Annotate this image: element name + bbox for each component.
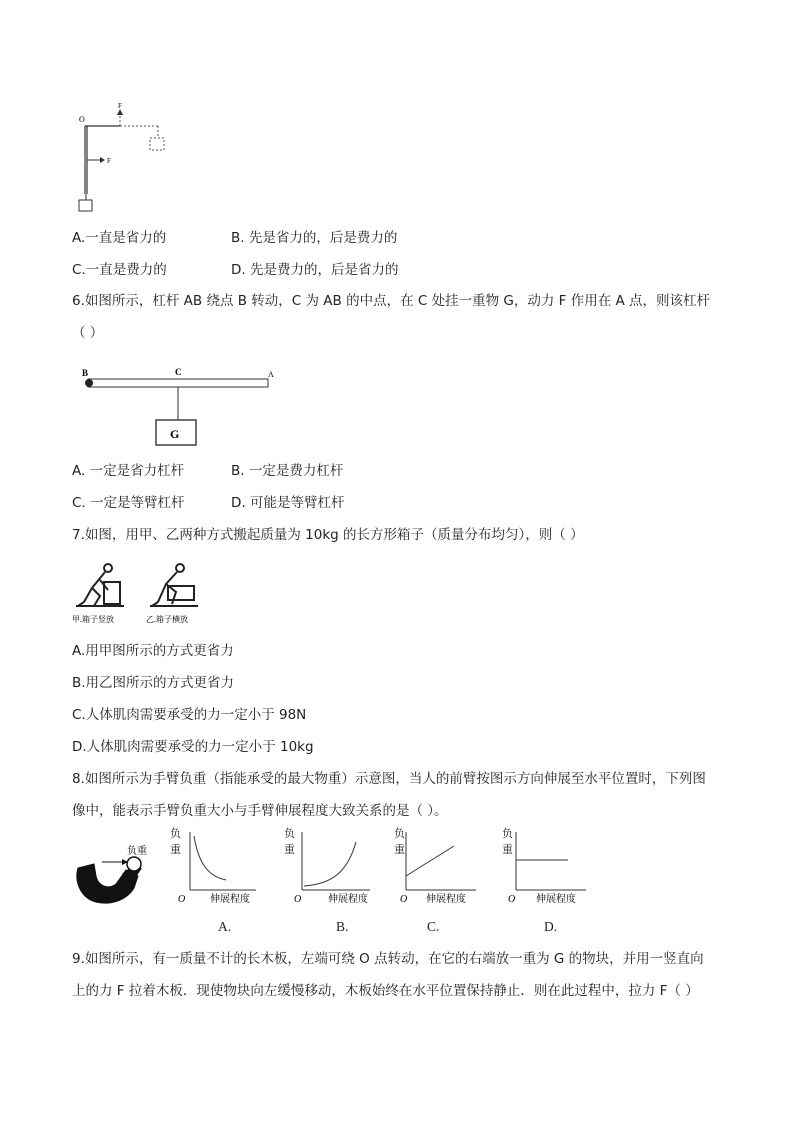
q5-lever-figure — [70, 100, 180, 215]
q8-option-d: D. — [544, 919, 558, 934]
q8-graph-c-origin: O — [400, 894, 408, 905]
q8-graph-a-ylabel2: 重 — [170, 843, 181, 856]
q8-graph-b-xlabel: 伸展程度 — [328, 894, 368, 905]
q8-graph-d — [502, 827, 606, 908]
q7-option-d: D.人体肌肉需要承受的力一定小于 10kg — [72, 739, 314, 755]
q6-label-b: B — [82, 368, 89, 378]
q8-arm-figure — [72, 840, 172, 910]
q6-stem-line1: 6.如图所示，杠杆 AB 绕点 B 转动，C 为 AB 的中点，在 C 处挂一重物 G，动力 F 作用在 A 点，则该杠杆 — [72, 293, 711, 309]
q7-caption-yi: 乙.箱子横放 — [146, 615, 188, 624]
q5-option-b: B. 先是省力的，后是费力的 — [231, 230, 398, 246]
q8-stem-line1: 8.如图所示为手臂负重（指能承受的最大物重）示意图，当人的前臂按图示方向伸展至水平位置时，下列图 — [72, 771, 706, 787]
q5-option-c: C.一直是费力的 — [72, 262, 167, 278]
q8-option-c: C. — [427, 919, 440, 934]
q6-option-b: B. 一定是费力杠杆 — [231, 463, 344, 479]
q8-arm-label: 负重 — [127, 846, 147, 857]
q8-graph-a-origin: O — [178, 894, 186, 905]
q7-person-yi — [150, 564, 198, 606]
q8-graph-a-ylabel1: 负 — [170, 827, 181, 840]
q9-stem-line1: 9.如图所示，有一质量不计的长木板，左端可绕 O 点转动，在它的右端放一重为 G 的物块，并用一竖直向 — [72, 951, 704, 967]
q8-graph-b-origin: O — [294, 894, 302, 905]
q8-option-a: A. — [218, 919, 232, 934]
q8-graph-a — [170, 827, 276, 908]
q5-option-d: D. 先是费力的，后是省力的 — [231, 262, 399, 278]
q9-stem-line2: 上的力 F 拉着木板．现使物块向左缓慢移动，木板始终在水平位置保持静止．则在此过程中，拉力 F（ ） — [72, 983, 699, 999]
q8-graph-b-ylabel2: 重 — [284, 843, 295, 856]
q8-graph-d-xlabel: 伸展程度 — [536, 894, 576, 905]
q8-graph-b-ylabel1: 负 — [284, 827, 295, 840]
q6-stem-line2: （ ） — [72, 325, 104, 341]
q6-lever-figure — [78, 364, 278, 450]
q7-stem: 7.如图，用甲、乙两种方式搬起质量为 10kg 的长方形箱子（质量分布均匀），则（ ） — [72, 527, 584, 543]
q8-graph-d-ylabel2: 重 — [502, 843, 513, 856]
q7-lifting-figure — [72, 562, 222, 626]
q8-graph-d-ylabel1: 负 — [502, 827, 513, 840]
q6-option-a: A. 一定是省力杠杆 — [72, 463, 185, 479]
q8-stem-line2: 像中，能表示手臂负重大小与手臂伸展程度大致关系的是（ ）。 — [72, 803, 448, 819]
q5-label-o: O — [79, 115, 85, 124]
q6-option-d: D. 可能是等臂杠杆 — [231, 495, 345, 511]
q8-graph-c-ylabel2: 重 — [394, 843, 405, 856]
q5-option-a: A.一直是省力的 — [72, 230, 167, 246]
q5-label-f-side: F — [107, 157, 111, 165]
q8-graph-c-ylabel1: 负 — [394, 827, 405, 840]
q8-option-b: B. — [336, 919, 349, 934]
q8-graph-a-xlabel: 伸展程度 — [210, 894, 250, 905]
q6-option-c: C. 一定是等臂杠杆 — [72, 495, 185, 511]
q7-option-a: A.用甲图所示的方式更省力 — [72, 643, 234, 659]
q6-label-a: A — [268, 370, 274, 379]
q7-person-jia — [76, 564, 124, 606]
q8-graph-d-origin: O — [508, 894, 516, 905]
q5-label-f-top: F — [118, 102, 122, 110]
q8-graph-c — [394, 827, 498, 908]
q6-label-c: C — [175, 367, 182, 377]
q6-label-g: G — [170, 427, 180, 441]
q7-caption-jia: 甲.箱子竖放 — [72, 615, 114, 624]
q7-option-c: C.人体肌肉需要承受的力一定小于 98N — [72, 707, 307, 723]
q8-graph-b — [284, 827, 390, 908]
q7-option-b: B.用乙图所示的方式更省力 — [72, 675, 235, 691]
q8-graph-c-xlabel: 伸展程度 — [426, 894, 466, 905]
